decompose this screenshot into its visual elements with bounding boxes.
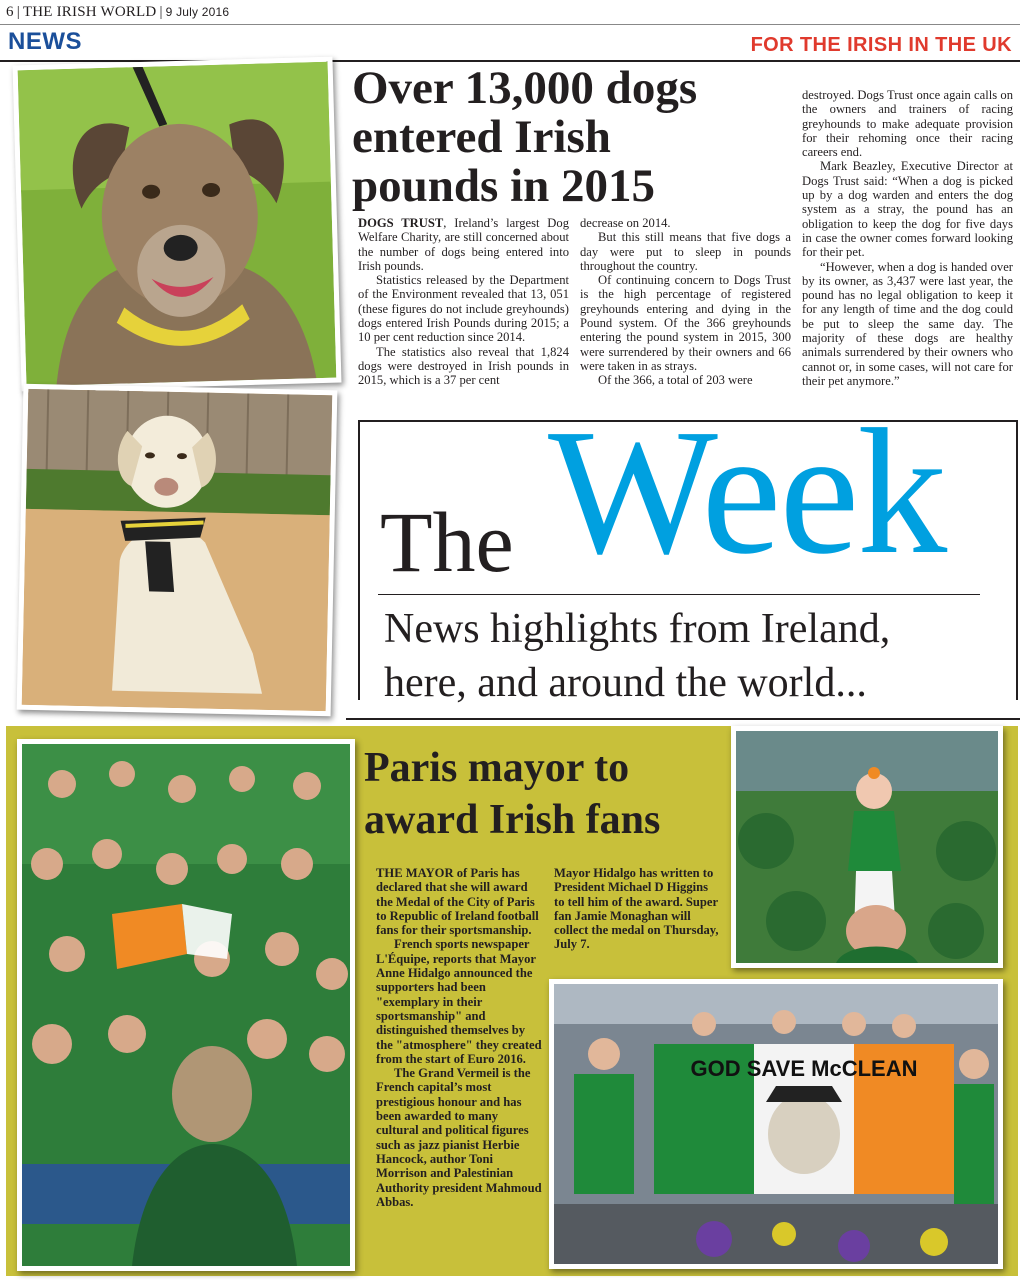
banner-fans-photo	[554, 984, 998, 1264]
week-divider	[378, 594, 980, 595]
dog-photo-brindle	[18, 62, 337, 387]
dogs-col3-para-2: Mark Beazley, Executive Director at Dogs Trust said: “When a dog is picked up by a dog warden and enters the dog system as a stray, the pound has an obligation to keep the dog for five days in case the owner comes forward looking for their pet.	[802, 159, 1013, 260]
dogs-column-2	[580, 216, 791, 388]
top-rule	[0, 24, 1020, 25]
dogs-col3-para-3: “However, when a dog is handed over by its owner, as 3,437 were last year, the pound has no legal obligation to keep it for any length of time and the dog could be put to sleep the same day. The majority of these dogs are healthy animals surrendered by their owners who cannot or, in some cases, will not care for their pet anymore.”	[802, 259, 1013, 388]
banner-fans-illustration	[554, 984, 998, 1264]
dogs-col3-para-1: destroyed. Dogs Trust once again calls on the owners and trainers of racing greyhounds to make adequate provision for their rehoming once their racing careers end.	[802, 88, 1013, 160]
dogs-headline	[352, 64, 792, 211]
week-title-the: The	[380, 494, 514, 590]
paris-headline	[364, 742, 660, 846]
week-box-right	[1016, 420, 1018, 700]
dog-photo-white	[22, 389, 333, 711]
brindle-dog-illustration	[18, 62, 337, 387]
baby-fan-illustration	[736, 731, 998, 963]
paris-col1-para-1: THE MAYOR of Paris has declared that she will award the Medal of the City of Paris to Republic of Ireland football fans for their sportsmanship.	[376, 866, 539, 938]
paris-col2-para-1: Mayor Hidalgo has written to President Michael D Higgins to tell him of the award. Super fan Jamie Monaghan will collect the medal on Thursday, July 7.	[554, 866, 719, 952]
publication-name: THE IRISH WORLD	[22, 4, 157, 20]
week-subtitle-line-1: News highlights from Ireland,	[384, 606, 891, 652]
paris-col1-para-3: The Grand Vermeil is the French capital’s most prestigious honour and has been awarded to many cultural and political figures such as jazz pianist Herbie Hancock, author Toni Morrison and Palestinian Authority president Mahmoud Abbas.	[376, 1066, 542, 1209]
baby-fan-photo	[736, 731, 998, 963]
week-subtitle	[384, 602, 1004, 710]
week-box-left	[358, 420, 360, 700]
dogs-col1-para-2: Statistics released by the Department of the Environment revealed that 13, 051 (these figures do not include greyhounds) dogs entered Irish Pounds during 2015; a 10 per cent reduction since 2014.	[358, 273, 569, 345]
dogs-headline-line-2: entered Irish	[352, 111, 611, 163]
crowd-illustration	[22, 744, 350, 1266]
issue-date: 9 July 2016	[165, 5, 230, 19]
strapline: FOR THE IRISH IN THE UK	[750, 34, 1012, 56]
week-bottom-rule	[346, 718, 1020, 720]
folio: 6 | THE IRISH WORLD | 9 July 2016	[6, 4, 230, 20]
banner-text: GOD SAVE McCLEAN	[690, 1056, 918, 1081]
dogs-col2-para-3: Of continuing concern to Dogs Trust is the high percentage of registered greyhounds entering and dying in the Pound system. Of the 366 greyhounds entering the pound system in 2015, 300 were surrendered by their owners and 66 were taken in as strays.	[580, 273, 791, 373]
dogs-col2-para-4: Of the 366, a total of 203 were	[598, 373, 753, 388]
dogs-col2-para-2: But this still means that five dogs a day were put to sleep in pounds throughout the country.	[580, 230, 791, 273]
white-dog-illustration	[22, 389, 333, 711]
dogs-headline-line-1: Over 13,000 dogs	[352, 62, 698, 114]
page-number: 6	[6, 4, 14, 20]
dogs-headline-line-3: pounds in 2015	[352, 160, 656, 212]
paris-headline-line-2: award Irish fans	[364, 797, 661, 843]
dogs-col1-para-3: The statistics also reveal that 1,824 dogs were destroyed in Irish pounds in 2015, which is a 37 per cent	[358, 344, 569, 388]
section-label: NEWS	[8, 28, 82, 55]
dogs-col1-para-1: , Ireland’s largest Dog Welfare Charity, are still concerned about the number of dogs being entered into Irish pounds.	[358, 216, 569, 273]
fans-crowd-photo	[22, 744, 350, 1266]
week-subtitle-line-2: here, and around the world...	[384, 660, 867, 706]
dogs-column-1	[358, 216, 569, 388]
dogs-col2-para-1: decrease on 2014.	[580, 216, 671, 230]
dogs-lead-in: DOGS TRUST	[358, 216, 444, 230]
paris-headline-line-1: Paris mayor to	[364, 745, 630, 791]
paris-column-1	[376, 866, 542, 1209]
paris-column-2	[554, 866, 720, 952]
dogs-column-3	[802, 88, 1013, 388]
paris-col1-para-2: French sports newspaper L'Équipe, reports that Mayor Anne Hidalgo announced the supporters had been "exemplary in their sportsmanship" and distinguished themselves by the "atmosphere" they created from the start of Euro 2016.	[376, 937, 542, 1066]
week-title-week: Week	[548, 392, 946, 591]
